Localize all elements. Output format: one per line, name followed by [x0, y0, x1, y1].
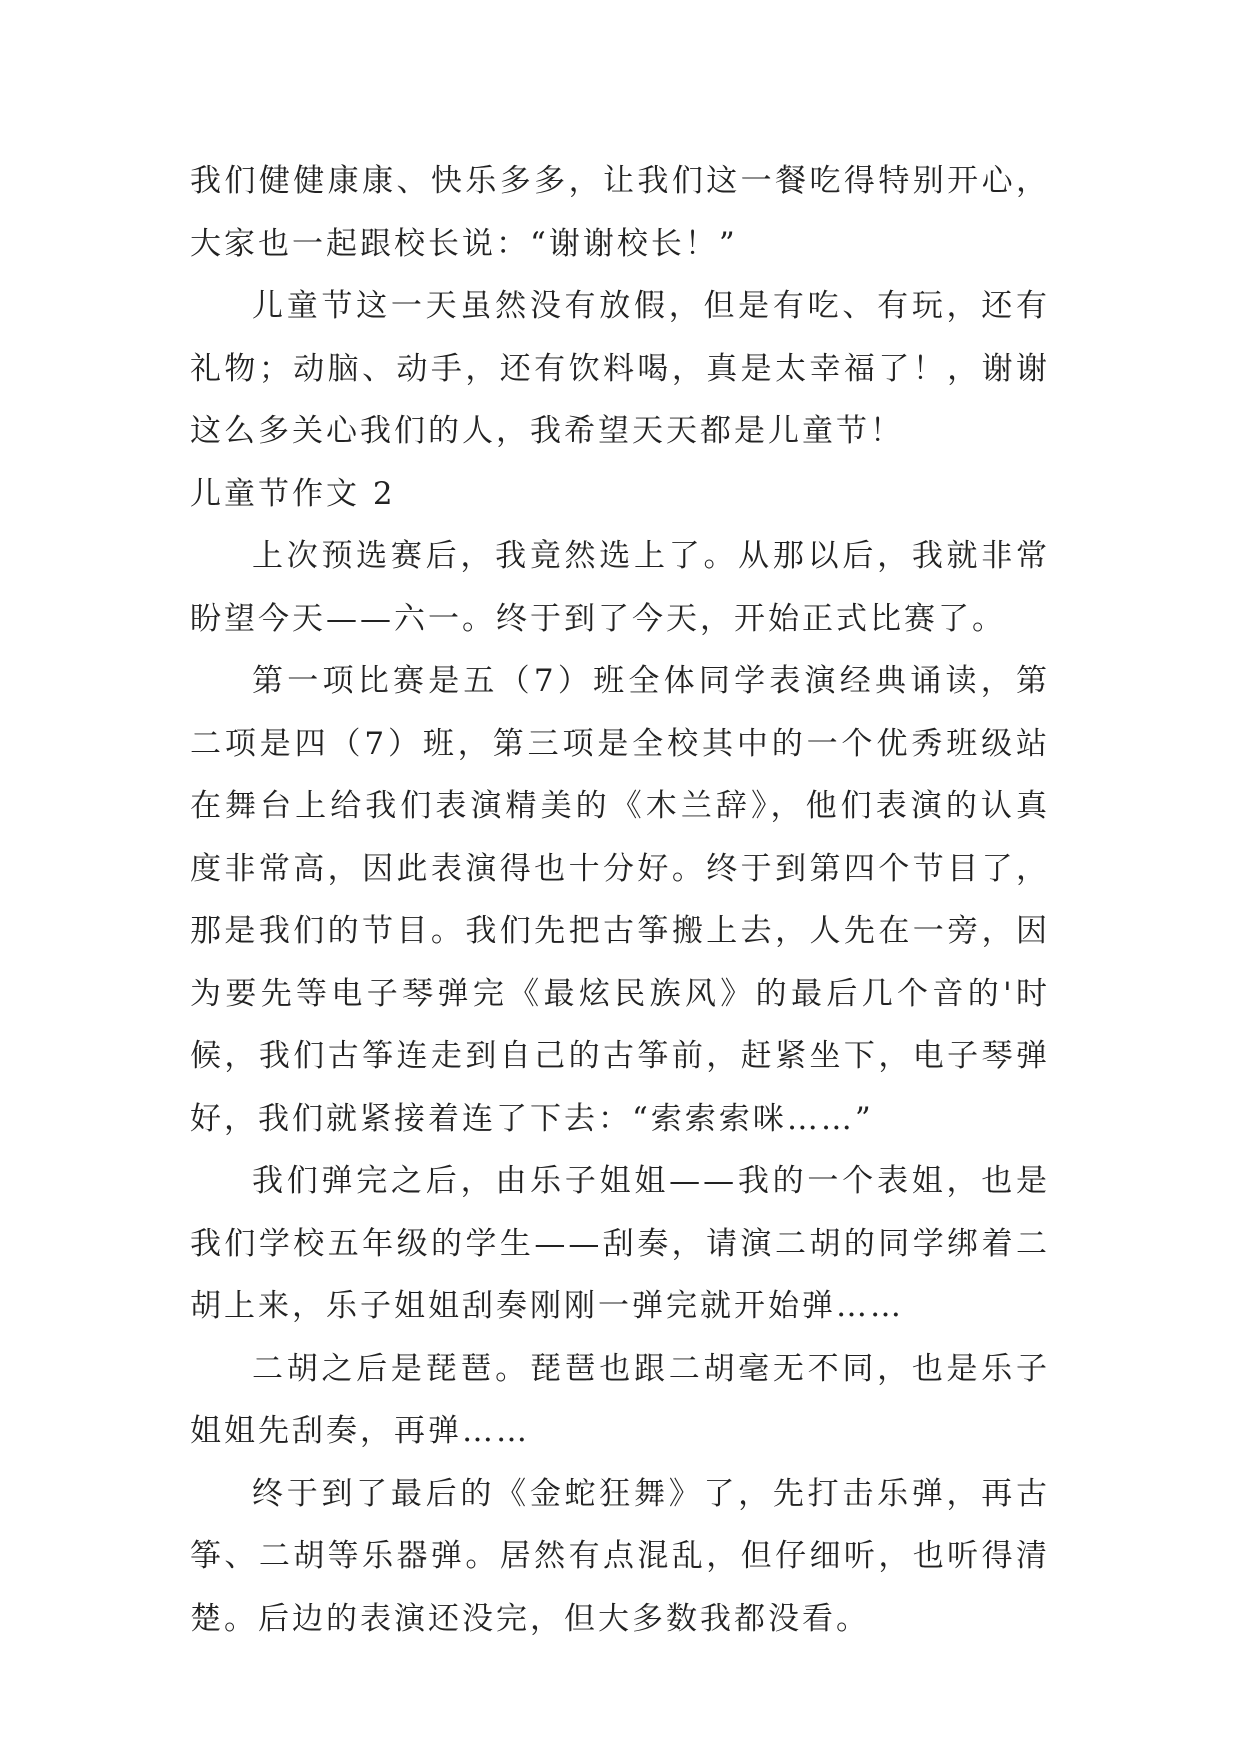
document-page	[190, 150, 1050, 1650]
paragraph-4: 第一项比赛是五（7）班全体同学表演经典诵读，第二项是四（7）班，第三项是全校其中的一个优秀班级站在舞台上给我们表演精美的《木兰辞》，他们表演的认真度非常高，因此表演得也十分好。终于到第四个节目了，那是我们的节目。我们先把古筝搬上去，人先在一旁，因为要先等电子琴弹完《最炫民族风》的最后几个音的'时候，我们古筝连走到自己的古筝前，赶紧坐下，电子琴弹好，我们就紧接着连了下去：“索索索咪……”	[190, 663, 1050, 1137]
paragraph-3: 上次预选赛后，我竟然选上了。从那以后，我就非常盼望今天——六一。终于到了今天，开始正式比赛了。	[190, 538, 1050, 637]
paragraph-6: 二胡之后是琵琶。琵琶也跟二胡毫无不同，也是乐子姐姐先刮奏，再弹……	[190, 1350, 1050, 1449]
paragraph-1: 我们健健康康、快乐多多，让我们这一餐吃得特别开心，大家也一起跟校长说：“谢谢校长！”	[190, 163, 1050, 262]
paragraph-5: 我们弹完之后，由乐子姐姐——我的一个表姐，也是我们学校五年级的学生——刮奏，请演二胡的同学绑着二胡上来，乐子姐姐刮奏刚刚一弹完就开始弹……	[190, 1163, 1050, 1324]
paragraph-7: 终于到了最后的《金蛇狂舞》了，先打击乐弹，再古筝、二胡等乐器弹。居然有点混乱，但仔细听，也听得清楚。后边的表演还没完，但大多数我都没看。	[190, 1475, 1050, 1637]
section-heading: 儿童节作文 2	[190, 475, 396, 512]
paragraph-2: 儿童节这一天虽然没有放假，但是有吃、有玩，还有礼物；动脑、动手，还有饮料喝，真是太幸福了！，谢谢这么多关心我们的人，我希望天天都是儿童节！	[190, 288, 1050, 449]
